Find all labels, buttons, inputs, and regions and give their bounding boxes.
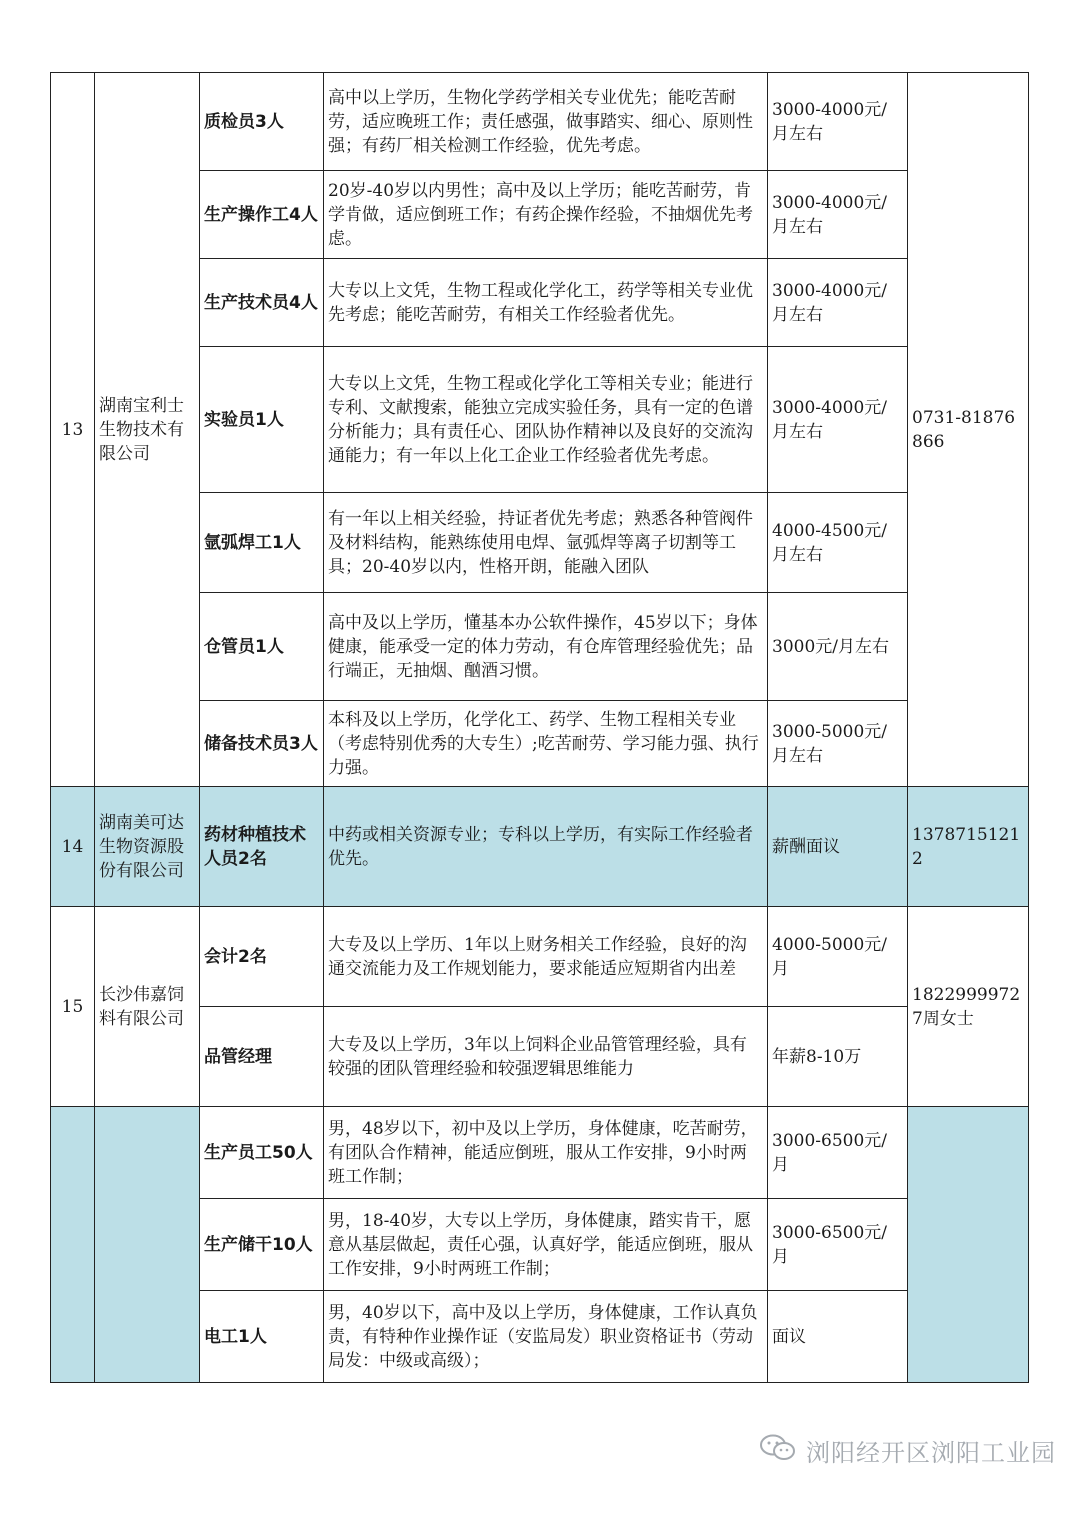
position: 生产技术员4人 bbox=[200, 259, 324, 347]
table-row bbox=[51, 1107, 1029, 1199]
company-number: 13 bbox=[51, 73, 95, 787]
company-name: 长沙伟嘉饲料有限公司 bbox=[95, 907, 200, 1107]
salary: 3000-4000元/月左右 bbox=[768, 259, 908, 347]
requirements: 中药或相关资源专业；专科以上学历，有实际工作经验者优先。 bbox=[324, 787, 768, 907]
requirements: 男，18-40岁，大专以上学历，身体健康，踏实肯干，愿意从基层做起，责任心强，认真好学，能适应倒班，服从工作安排，9小时两班工作制； bbox=[324, 1199, 768, 1291]
table-row bbox=[51, 73, 1029, 171]
position: 会计2名 bbox=[200, 907, 324, 1007]
salary: 3000元/月左右 bbox=[768, 593, 908, 701]
company-name: 湖南宝利士生物技术有限公司 bbox=[95, 73, 200, 787]
position: 生产员工50人 bbox=[200, 1107, 324, 1199]
contact bbox=[908, 1107, 1029, 1383]
position: 实验员1人 bbox=[200, 347, 324, 493]
company-name: 湖南美可达生物资源股份有限公司 bbox=[95, 787, 200, 907]
salary: 3000-4000元/月左右 bbox=[768, 347, 908, 493]
requirements: 大专及以上学历、1年以上财务相关工作经验，良好的沟通交流能力及工作规划能力，要求能适应短期省内出差 bbox=[324, 907, 768, 1007]
requirements: 本科及以上学历，化学化工、药学、生物工程相关专业（考虑特别优秀的大专生）;吃苦耐劳、学习能力强、执行力强。 bbox=[324, 701, 768, 787]
requirements: 男，48岁以下，初中及以上学历，身体健康，吃苦耐劳，有团队合作精神，能适应倒班，服从工作安排，9小时两班工作制； bbox=[324, 1107, 768, 1199]
position: 生产操作工4人 bbox=[200, 171, 324, 259]
salary: 3000-4000元/月左右 bbox=[768, 73, 908, 171]
salary: 薪酬面议 bbox=[768, 787, 908, 907]
table-row bbox=[51, 907, 1029, 1007]
company-name bbox=[95, 1107, 200, 1383]
position: 仓管员1人 bbox=[200, 593, 324, 701]
company-number: 14 bbox=[51, 787, 95, 907]
watermark-text: 浏阳经开区浏阳工业园 bbox=[806, 1438, 1056, 1467]
company-number: 15 bbox=[51, 907, 95, 1107]
position: 氩弧焊工1人 bbox=[200, 493, 324, 593]
position: 品管经理 bbox=[200, 1007, 324, 1107]
requirements: 高中及以上学历，懂基本办公软件操作，45岁以下；身体健康，能承受一定的体力劳动，有仓库管理经验优先；品行端正，无抽烟、酗酒习惯。 bbox=[324, 593, 768, 701]
wechat-icon bbox=[758, 1433, 798, 1467]
salary: 年薪8-10万 bbox=[768, 1007, 908, 1107]
salary: 3000-6500元/月 bbox=[768, 1199, 908, 1291]
requirements: 大专及以上学历，3年以上饲料企业品管管理经验，具有较强的团队管理经验和较强逻辑思维能力 bbox=[324, 1007, 768, 1107]
position: 药材种植技术人员2名 bbox=[200, 787, 324, 907]
requirements: 大专以上文凭，生物工程或化学化工等相关专业；能进行专利、文献搜索，能独立完成实验任务，具有一定的色谱分析能力；具有责任心、团队协作精神以及良好的交流沟通能力；有一年以上化工企业工作经验者优先考虑。 bbox=[324, 347, 768, 493]
position: 储备技术员3人 bbox=[200, 701, 324, 787]
salary: 3000-4000元/月左右 bbox=[768, 171, 908, 259]
requirements: 有一年以上相关经验，持证者优先考虑；熟悉各种管阀件及材料结构，能熟练使用电焊、氩弧焊等离子切割等工具；20-40岁以内，性格开朗，能融入团队 bbox=[324, 493, 768, 593]
salary: 4000-4500元/月左右 bbox=[768, 493, 908, 593]
position: 生产储干10人 bbox=[200, 1199, 324, 1291]
job-listing-table bbox=[50, 72, 1029, 1383]
company-number bbox=[51, 1107, 95, 1383]
salary: 面议 bbox=[768, 1291, 908, 1383]
position: 电工1人 bbox=[200, 1291, 324, 1383]
contact: 13787151212 bbox=[908, 787, 1029, 907]
contact: 0731-81876866 bbox=[908, 73, 1029, 787]
requirements: 大专以上文凭，生物工程或化学化工，药学等相关专业优先考虑；能吃苦耐劳，有相关工作经验者优先。 bbox=[324, 259, 768, 347]
requirements: 20岁-40岁以内男性；高中及以上学历；能吃苦耐劳，肯学肯做，适应倒班工作；有药企操作经验，不抽烟优先考虑。 bbox=[324, 171, 768, 259]
salary: 3000-5000元/月左右 bbox=[768, 701, 908, 787]
salary: 3000-6500元/月 bbox=[768, 1107, 908, 1199]
salary: 4000-5000元/月 bbox=[768, 907, 908, 1007]
requirements: 高中以上学历，生物化学药学相关专业优先；能吃苦耐劳，适应晚班工作；责任感强，做事踏实、细心、原则性强；有药厂相关检测工作经验，优先考虑。 bbox=[324, 73, 768, 171]
contact: 18229999727周女士 bbox=[908, 907, 1029, 1107]
requirements: 男，40岁以下，高中及以上学历，身体健康，工作认真负责，有特种作业操作证（安监局发）职业资格证书（劳动局发：中级或高级）； bbox=[324, 1291, 768, 1383]
table-row bbox=[51, 787, 1029, 907]
position: 质检员3人 bbox=[200, 73, 324, 171]
watermark bbox=[758, 1430, 1056, 1470]
